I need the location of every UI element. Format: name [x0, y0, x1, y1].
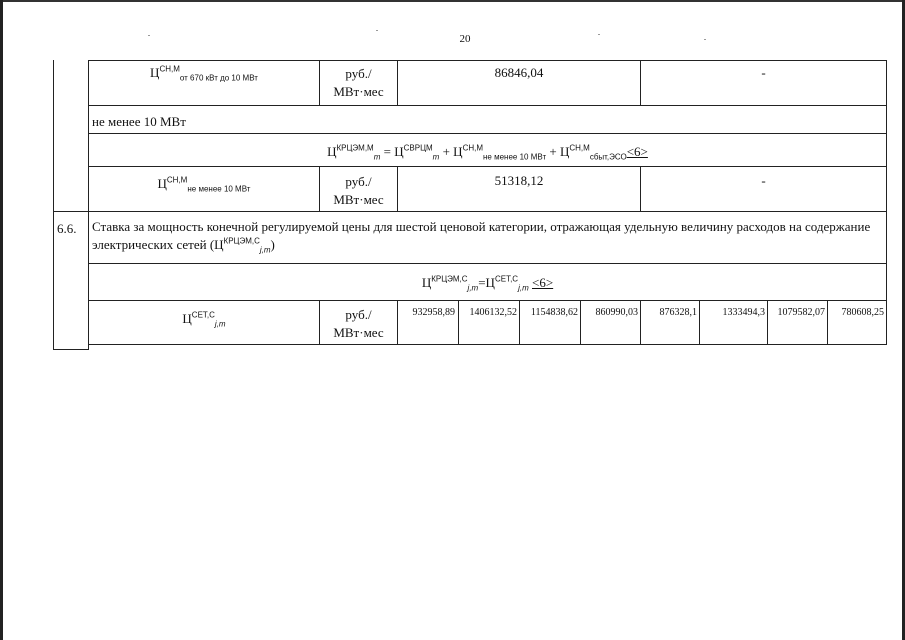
- unit-line-2: МВт·мес: [333, 192, 384, 207]
- footnote-ref[interactable]: <6>: [626, 144, 648, 159]
- unit-line-1: руб./: [345, 66, 372, 81]
- section-sub: j,m: [259, 245, 271, 255]
- symbol-superscript: СЕТ,С: [191, 310, 215, 320]
- tariff-table: [53, 60, 887, 350]
- page-number: 20: [459, 33, 471, 45]
- table-rule: [88, 166, 887, 167]
- row3-value: 1154838,62: [530, 307, 578, 318]
- symbol-subscript: от 670 кВт до 10 МВт: [179, 73, 258, 83]
- row2-value: 51318,12: [494, 173, 544, 188]
- section-description: [92, 218, 884, 254]
- formula-sub: m: [373, 152, 381, 162]
- formula-symbol: Ц: [421, 275, 432, 290]
- row3-value: 860990,03: [595, 307, 638, 318]
- row3-value: 876328,1: [659, 307, 697, 318]
- table-rule: [88, 60, 89, 350]
- formula-sup: СВРЦМ: [403, 143, 433, 153]
- symbol-letter: Ц: [150, 65, 160, 80]
- scan-speck: [704, 39, 706, 40]
- footnote-ref[interactable]: <6>: [532, 275, 554, 290]
- symbol-superscript: СН,М: [166, 175, 188, 185]
- symbol-subscript: j,m: [214, 319, 226, 329]
- scan-top-edge: [0, 0, 905, 2]
- table-rule: [88, 263, 887, 264]
- formula-eq: =Ц: [478, 275, 495, 290]
- formula-sub: сбыт,ЭСО: [589, 152, 627, 162]
- table-rule: [53, 349, 88, 350]
- row3-value: 1406132,52: [469, 307, 517, 318]
- row2-dash: -: [761, 173, 766, 188]
- formula-sup: СЕТ,С: [494, 274, 519, 284]
- scan-left-edge: [0, 0, 3, 640]
- table-rule: [886, 60, 887, 345]
- scan-speck: [148, 35, 150, 36]
- formula-symbol: Ц: [327, 144, 337, 159]
- scan-speck: [376, 30, 378, 31]
- formula-sup: КРЦЭМ,С: [431, 274, 468, 284]
- formula-sub: j,m: [518, 283, 529, 293]
- table-rule: [53, 60, 54, 350]
- unit-line-2: МВт·мес: [333, 84, 384, 99]
- subheading-not-less-10mw: не менее 10 МВт: [92, 114, 186, 129]
- formula-sub: m: [432, 152, 440, 162]
- scan-speck: [598, 34, 600, 35]
- table-rule: [88, 105, 887, 106]
- unit-line-2: МВт·мес: [333, 325, 384, 340]
- formula-eq: = Ц: [380, 144, 404, 159]
- row3-value: 780608,25: [841, 307, 884, 318]
- formula-krcem-c: [89, 274, 886, 292]
- table-rule: [53, 211, 887, 212]
- symbol-letter: Ц: [157, 176, 167, 191]
- section-number: 6.6.: [57, 221, 77, 236]
- row2-symbol: [89, 175, 319, 193]
- row1-dash: -: [761, 65, 766, 80]
- formula-sup: КРЦЭМ,М: [336, 143, 374, 153]
- formula-krcem-m: [89, 143, 886, 161]
- section-text-line1: Ставка за мощность конечной регулируемой цены для шестой ценовой категории, отражающая удельную величину расходов на содержание: [92, 219, 871, 234]
- formula-plus: + Ц: [439, 144, 463, 159]
- section-text-end: ): [270, 237, 275, 252]
- formula-sub: не менее 10 МВт: [483, 152, 547, 162]
- section-sup: КРЦЭМ,С: [223, 236, 260, 246]
- row1-symbol: [89, 64, 319, 82]
- row3-value: 1079582,07: [777, 307, 825, 318]
- unit-line-1: руб./: [345, 174, 372, 189]
- section-text-line2: [92, 236, 884, 254]
- table-rule: [88, 60, 887, 61]
- row3-unit: [320, 306, 397, 342]
- row3-value: 932958,89: [412, 307, 455, 318]
- formula-sup: СН,М: [462, 143, 484, 153]
- formula-plus: + Ц: [546, 144, 570, 159]
- row2-unit: [320, 173, 397, 209]
- row1-unit: [320, 65, 397, 101]
- row3-value: 1333494,3: [722, 307, 765, 318]
- symbol-subscript: не менее 10 МВт: [187, 184, 251, 194]
- row3-symbol: [89, 310, 319, 328]
- unit-line-1: руб./: [345, 307, 372, 322]
- table-rule: [88, 133, 887, 134]
- row1-value: 86846,04: [494, 65, 544, 80]
- symbol-letter: Ц: [182, 311, 192, 326]
- formula-sup: СН,М: [569, 143, 590, 153]
- section-text-part: электрических сетей (Ц: [92, 237, 224, 252]
- formula-sub: j,m: [467, 283, 479, 293]
- symbol-superscript: СН,М: [159, 64, 180, 74]
